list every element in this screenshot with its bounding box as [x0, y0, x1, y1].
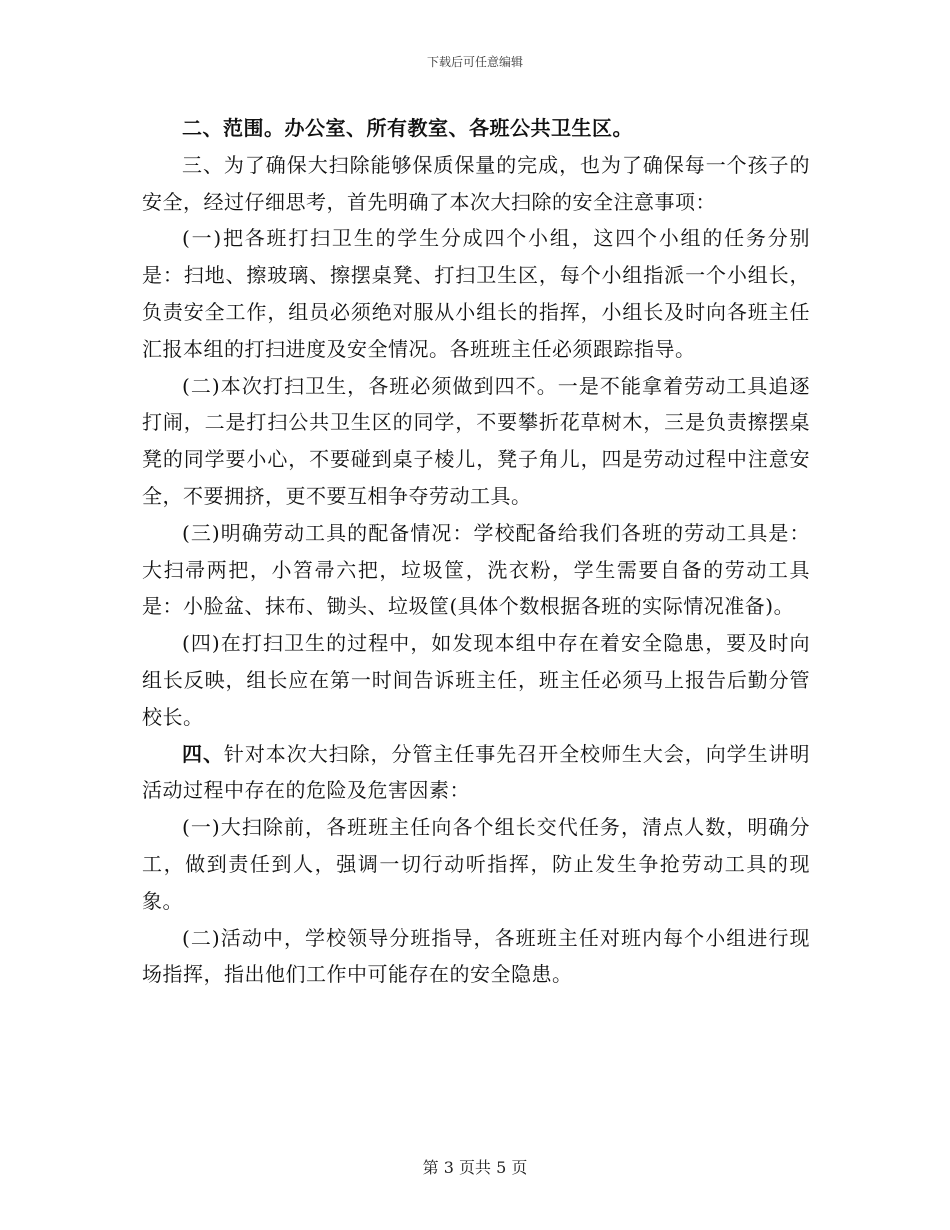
paragraph-safety-intro: 三、为了确保大扫除能够保质保量的完成，也为了确保每一个孩子的安全，经过仔细思考，首先明确了本次大扫除的安全注意事项： [142, 152, 810, 214]
document-body [142, 110, 810, 993]
page-header: 下载后可任意编辑 [426, 55, 523, 69]
paragraph-before-cleaning: (一)大扫除前，各班班主任向各个组长交代任务，清点人数，明确分工，做到责任到人，强调一切行动听指挥，防止发生争抢劳动工具的现象。 [142, 815, 810, 913]
paragraph-four-nots: (二)本次打扫卫生，各班必须做到四不。一是不能拿着劳动工具追逐打闹，二是打扫公共卫生区的同学，不要攀折花草树木，三是负责擦摆桌凳的同学要小心，不要碰到桌子棱儿，凳子角儿，四是劳动过程中注意安全，不要拥挤，更不要互相争夺劳动工具。 [142, 373, 810, 508]
page-number: 第 3 页共 5 页 [422, 1158, 528, 1177]
paragraph-meeting-text: 针对本次大扫除，分管主任事先召开全校师生大会，向学生讲明活动过程中存在的危险及危害因素： [142, 741, 811, 803]
paragraph-during-activity: (二)活动中，学校领导分班指导，各班班主任对班内每个小组进行现场指挥，指出他们工作中可能存在的安全隐患。 [142, 925, 810, 987]
paragraph-groups: (一)把各班打扫卫生的学生分成四个小组，这四个小组的任务分别是：扫地、擦玻璃、擦摆桌凳、打扫卫生区，每个小组指派一个小组长，负责安全工作，组员必须绝对服从小组长的指挥，小组长及时向各班主任汇报本组的打扫进度及安全情况。各班班主任必须跟踪指导。 [142, 226, 810, 361]
section-heading-scope: 二、范围。办公室、所有教室、各班公共卫生区。 [182, 116, 633, 140]
paragraph-tools: (三)明确劳动工具的配备情况：学校配备给我们各班的劳动工具是：大扫帚两把，小笤帚六把，垃圾筐，洗衣粉，学生需要自备的劳动工具是：小脸盆、抹布、锄头、垃圾筐(具体个数根据各班的实际情况准备)。 [142, 520, 810, 619]
paragraph-hazard-report: (四)在打扫卫生的过程中，如发现本组中存在着安全隐患，要及时向组长反映，组长应在第一时间告诉班主任，班主任必须马上报告后勤分管校长。 [142, 631, 810, 729]
paragraph-meeting [142, 736, 810, 810]
paragraph-lead-number: 四、 [182, 741, 224, 766]
